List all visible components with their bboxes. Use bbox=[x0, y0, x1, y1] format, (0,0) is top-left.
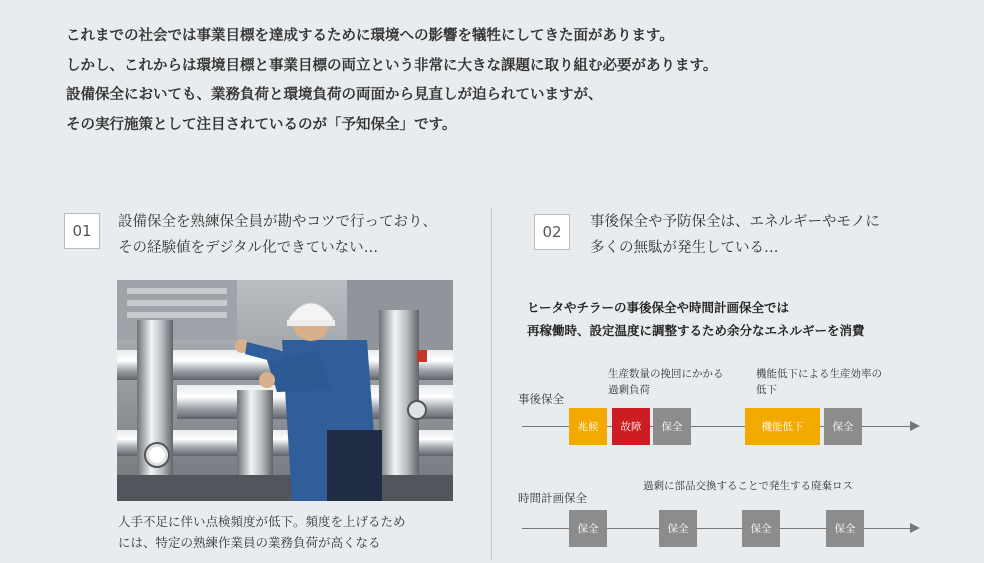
row-label-reactive: 事後保全 bbox=[518, 392, 564, 406]
right-heading-line: 多くの無駄が発生している… bbox=[590, 240, 779, 256]
intro-line: 設備保全においても、業務負荷と環境負荷の両面から見直しが迫られていますが、 bbox=[66, 87, 603, 103]
note-line: 過剰負荷 bbox=[608, 384, 650, 396]
caption-line: 人手不足に伴い点検頻度が低下。頻度を上げるため bbox=[118, 514, 406, 529]
worker-photo bbox=[117, 280, 453, 501]
section-number-02: 02 bbox=[534, 214, 570, 250]
intro-line: しかし、これからは環境目標と事業目標の両立という非常に大きな課題に取り組む必要があります。 bbox=[66, 57, 718, 74]
block-maintenance: 保全 bbox=[569, 510, 607, 547]
caption-line: には、特定の熟練作業員の業務負荷が高くなる bbox=[118, 535, 381, 550]
block-maintenance: 保全 bbox=[826, 510, 864, 547]
row1-note-overload bbox=[608, 366, 724, 398]
intro-line: これまでの社会では事業目標を達成するために環境への影響を犠牲にしてきた面があります。 bbox=[66, 28, 674, 44]
note-line: 機能低下による生産効率の bbox=[756, 368, 882, 380]
row1-note-efficiency bbox=[756, 366, 882, 398]
left-heading bbox=[118, 209, 437, 261]
block-sign: 兆候 bbox=[569, 408, 607, 445]
section-number-01: 01 bbox=[64, 213, 100, 249]
timeline-arrow-icon bbox=[910, 523, 920, 533]
block-degradation: 機能低下 bbox=[745, 408, 820, 445]
right-heading-line: 事後保全や予防保全は、エネルギーやモノに bbox=[590, 214, 880, 230]
row2-note-waste: 過剰に部品交換することで発生する廃棄ロス bbox=[643, 480, 853, 492]
diagram-title bbox=[527, 296, 865, 342]
right-heading bbox=[590, 209, 880, 261]
diagram-title-line: ヒータやチラーの事後保全や時間計画保全では bbox=[527, 300, 790, 315]
left-heading-line: 設備保全を熟練保全員が勘やコツで行っており、 bbox=[118, 214, 437, 230]
block-maintenance: 保全 bbox=[742, 510, 780, 547]
block-maintenance: 保全 bbox=[653, 408, 691, 445]
intro-line: その実行施策として注目されているのが「予知保全」です。 bbox=[66, 116, 457, 133]
worker-photo-illustration bbox=[117, 280, 453, 501]
block-maintenance: 保全 bbox=[659, 510, 697, 547]
timeline-arrow-icon bbox=[910, 421, 920, 431]
note-line: 低下 bbox=[756, 384, 777, 396]
row-label-scheduled: 時間計画保全 bbox=[518, 491, 587, 505]
intro-text bbox=[66, 22, 946, 140]
column-divider bbox=[491, 208, 492, 560]
block-maintenance: 保全 bbox=[824, 408, 862, 445]
left-heading-line: その経験値をデジタル化できていない… bbox=[118, 240, 379, 256]
diagram-title-line: 再稼働時、設定温度に調整するため余分なエネルギーを消費 bbox=[527, 323, 865, 338]
photo-caption bbox=[118, 511, 406, 553]
block-failure: 故障 bbox=[612, 408, 650, 445]
note-line: 生産数量の挽回にかかる bbox=[608, 368, 724, 380]
